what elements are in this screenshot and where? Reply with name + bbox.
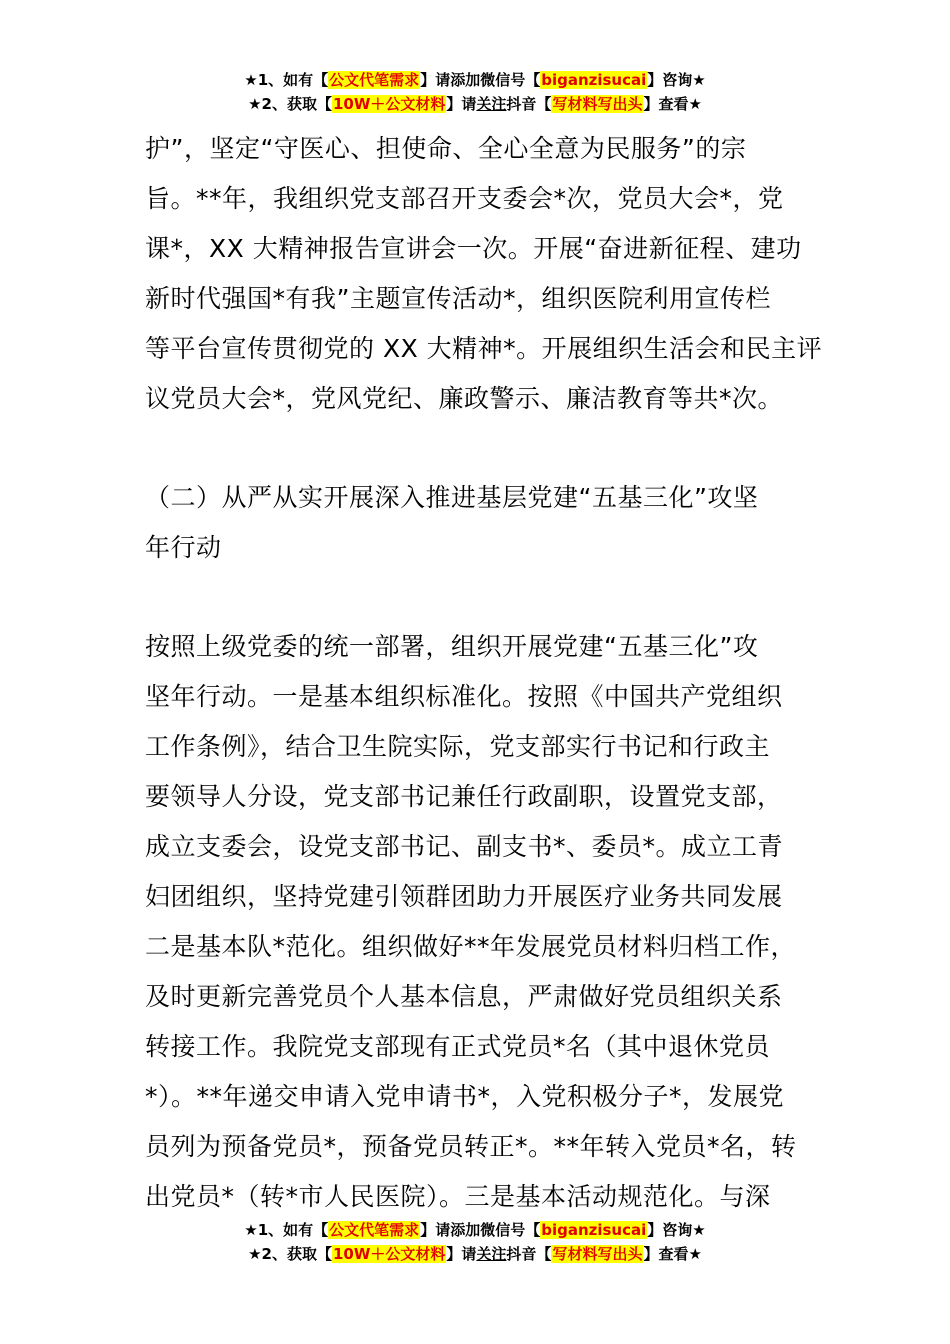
promo-banner-top xyxy=(0,68,950,116)
promo-text: 】咨询★ xyxy=(647,71,706,89)
heading-line: （二）从严从实开展深入推进基层党建“五基三化”攻坚 xyxy=(145,483,759,512)
text-line: 二是基本队*范化。组织做好**年发展党员材料归档工作， xyxy=(145,932,797,961)
text-line: 等平台宣传贯彻党的 XX 大精神*。开展组织生活会和民主评 xyxy=(145,334,823,363)
promo-text: 】咨询★ xyxy=(647,1221,706,1239)
text-line: 转接工作。我院党支部现有正式党员*名（其中退休党员 xyxy=(145,1032,771,1061)
text-line: 护”，坚定“守医心、担使命、全心全意为民服务”的宗 xyxy=(145,134,747,163)
promo-text: ★2、获取【 xyxy=(248,1245,332,1263)
promo-line-1 xyxy=(0,1218,950,1242)
text-line: 新时代强国*有我”主题宣传活动*，组织医院利用宣传栏 xyxy=(145,284,771,313)
highlight-wechat-id: biganzisucai xyxy=(541,1221,647,1239)
paragraph-gap xyxy=(145,424,810,473)
text-line: 议党员大会*，党风党纪、廉政警示、廉洁教育等共*次。 xyxy=(145,384,784,413)
highlight-douyin-account: 写材料写出头 xyxy=(552,95,643,113)
promo-text: 抖音【 xyxy=(506,95,552,113)
promo-line-1 xyxy=(0,68,950,92)
paragraph-1 xyxy=(145,124,823,424)
text-line: 按照上级党委的统一部署，组织开展党建“五基三化”攻 xyxy=(145,632,759,661)
text-line: 坚年行动。一是基本组织标准化。按照《中国共产党组织 xyxy=(145,682,783,711)
text-line: 成立支委会，设党支部书记、副支书*、委员*。成立工青 xyxy=(145,832,784,861)
text-line: 出党员*（转*市人民医院）。三是基本活动规范化。与深 xyxy=(145,1182,771,1211)
promo-text: 】请 xyxy=(446,1245,477,1263)
section-heading xyxy=(145,473,810,573)
highlight-douyin-account: 写材料写出头 xyxy=(552,1245,643,1263)
highlight-materials: 10W＋公文材料 xyxy=(332,1245,446,1263)
promo-line-2 xyxy=(0,92,950,116)
document-body xyxy=(145,124,823,1222)
promo-text: ★1、如有【 xyxy=(244,71,329,89)
promo-text: ★1、如有【 xyxy=(244,1221,329,1239)
heading-line: 年行动 xyxy=(145,533,222,562)
paragraph-2 xyxy=(145,622,810,1222)
text-line: 旨。**年，我组织党支部召开支委会*次，党员大会*，党 xyxy=(145,184,784,213)
promo-line-2 xyxy=(0,1242,950,1266)
text-line: *）。**年递交申请入党申请书*，入党积极分子*，发展党 xyxy=(145,1082,785,1111)
text-line: 课*，XX 大精神报告宣讲会一次。开展“奋进新征程、建功 xyxy=(145,234,802,263)
promo-text: 】请 xyxy=(446,95,477,113)
promo-text: 】查看★ xyxy=(643,1245,702,1263)
highlight-service: 公文代笔需求 xyxy=(329,1221,420,1239)
promo-text: 】查看★ xyxy=(643,95,702,113)
promo-text: 】请添加微信号【 xyxy=(420,1221,541,1239)
highlight-wechat-id: biganzisucai xyxy=(541,71,647,89)
text-line: 要领导人分设，党支部书记兼任行政副职，设置党支部， xyxy=(145,782,783,811)
underline-follow: 关注 xyxy=(476,1245,507,1263)
promo-banner-bottom xyxy=(0,1218,950,1266)
promo-text: 抖音【 xyxy=(506,1245,552,1263)
text-line: 妇团组织，坚持党建引领群团助力开展医疗业务共同发展 xyxy=(145,882,783,911)
highlight-materials: 10W＋公文材料 xyxy=(332,95,446,113)
underline-follow: 关注 xyxy=(476,95,507,113)
promo-text: ★2、获取【 xyxy=(248,95,332,113)
promo-text: 】请添加微信号【 xyxy=(420,71,541,89)
text-line: 及时更新完善党员个人基本信息，严肃做好党员组织关系 xyxy=(145,982,783,1011)
highlight-service: 公文代笔需求 xyxy=(329,71,420,89)
paragraph-gap xyxy=(145,573,810,622)
text-line: 工作条例》，结合卫生院实际，党支部实行书记和行政主 xyxy=(145,732,771,761)
text-line: 员列为预备党员*，预备党员转正*。**年转入党员*名，转 xyxy=(145,1132,797,1161)
